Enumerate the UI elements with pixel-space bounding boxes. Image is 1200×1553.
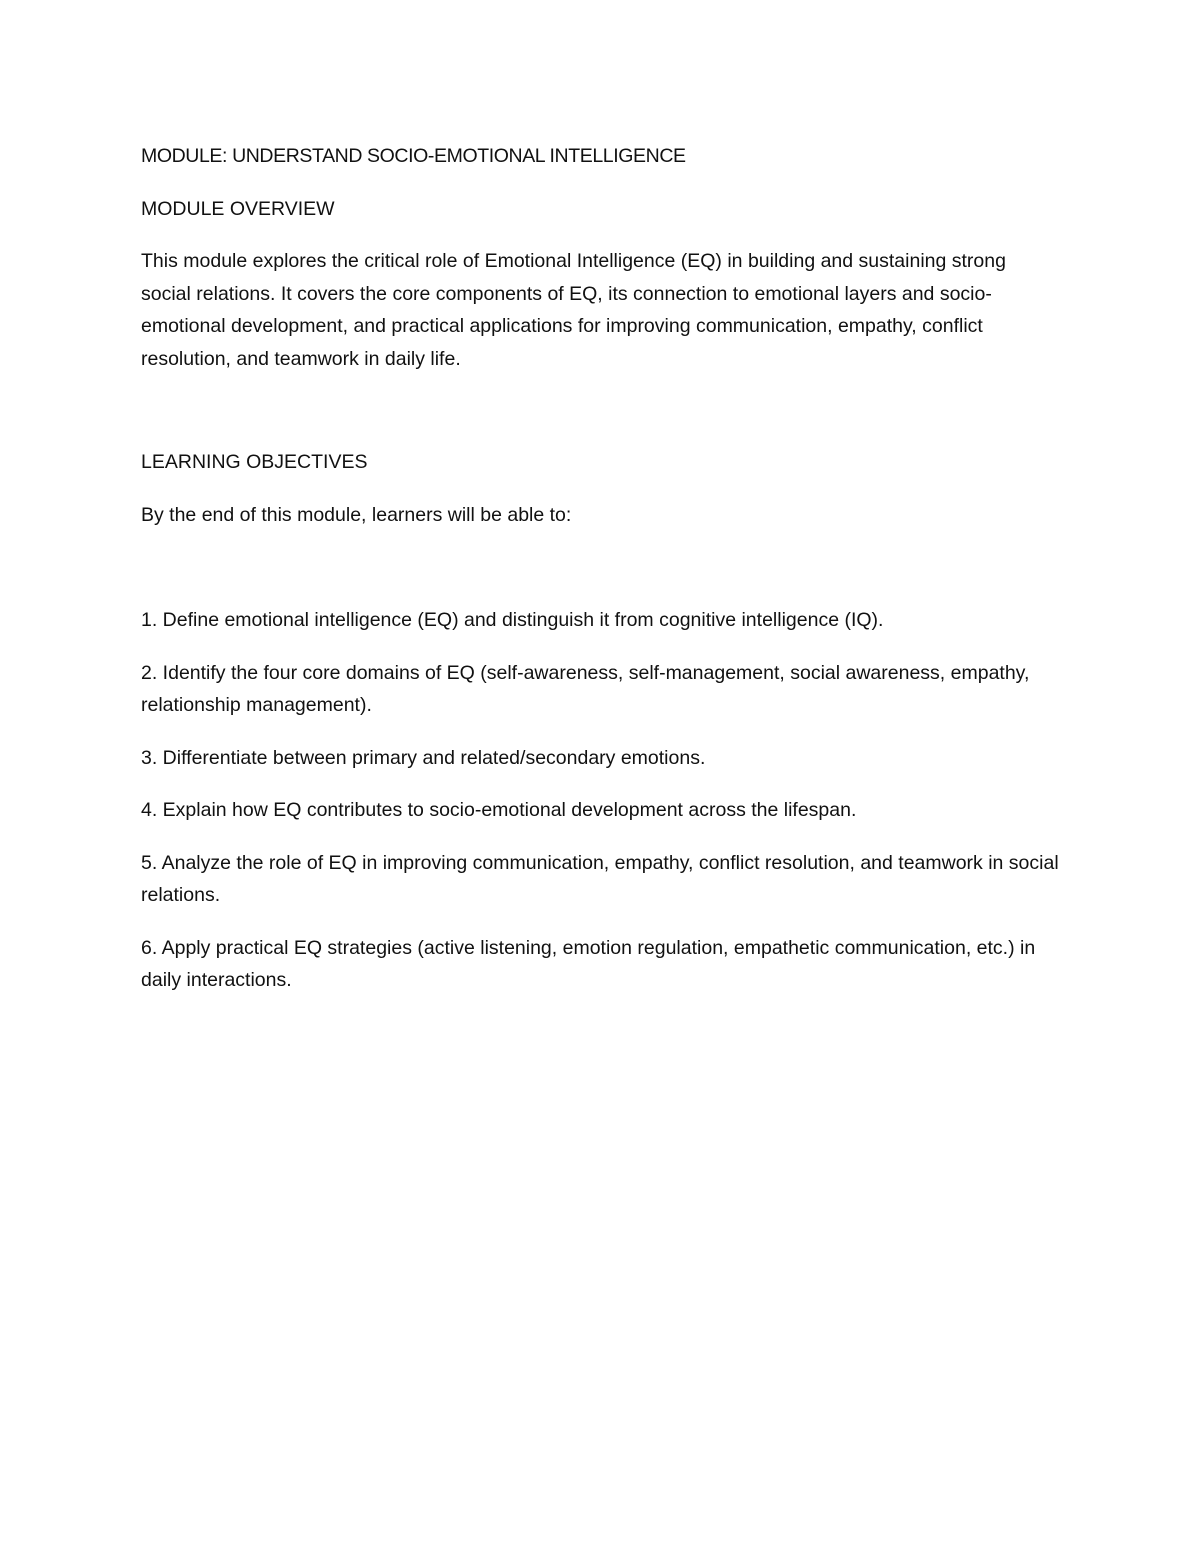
objective-item: 6. Apply practical EQ strategies (active listening, emotion regulation, empathetic communication, etc.) in daily interactions.	[141, 936, 1036, 991]
spacer	[141, 551, 1061, 604]
objectives-intro: By the end of this module, learners will be able to:	[141, 503, 572, 526]
spacer	[141, 395, 1061, 446]
overview-heading: MODULE OVERVIEW	[141, 197, 335, 220]
objective-item: 4. Explain how EQ contributes to socio-emotional development across the lifespan.	[141, 799, 857, 821]
objectives-list	[141, 604, 1061, 997]
document-content	[141, 140, 1061, 1017]
objective-item: 2. Identify the four core domains of EQ (self-awareness, self-management, social awareness, empathy, relationship management).	[141, 661, 1030, 716]
objective-item: 5. Analyze the role of EQ in improving communication, empathy, conflict resolution, and teamwork in social relations.	[141, 851, 1059, 906]
module-title: MODULE: UNDERSTAND SOCIO-EMOTIONAL INTELLIGENCE	[141, 145, 686, 167]
objective-item: 1. Define emotional intelligence (EQ) and distinguish it from cognitive intelligence (IQ).	[141, 609, 884, 631]
objective-item: 3. Differentiate between primary and related/secondary emotions.	[141, 746, 706, 769]
overview-text: This module explores the critical role of Emotional Intelligence (EQ) in building and sustaining strong social relations. It covers the core components of EQ, its connection to emotional layers and socio-emotional development, and practical applications for improving communication, empathy, conflict resolution, and teamwork in daily life.	[141, 250, 1006, 370]
objectives-heading: LEARNING OBJECTIVES	[141, 451, 368, 473]
